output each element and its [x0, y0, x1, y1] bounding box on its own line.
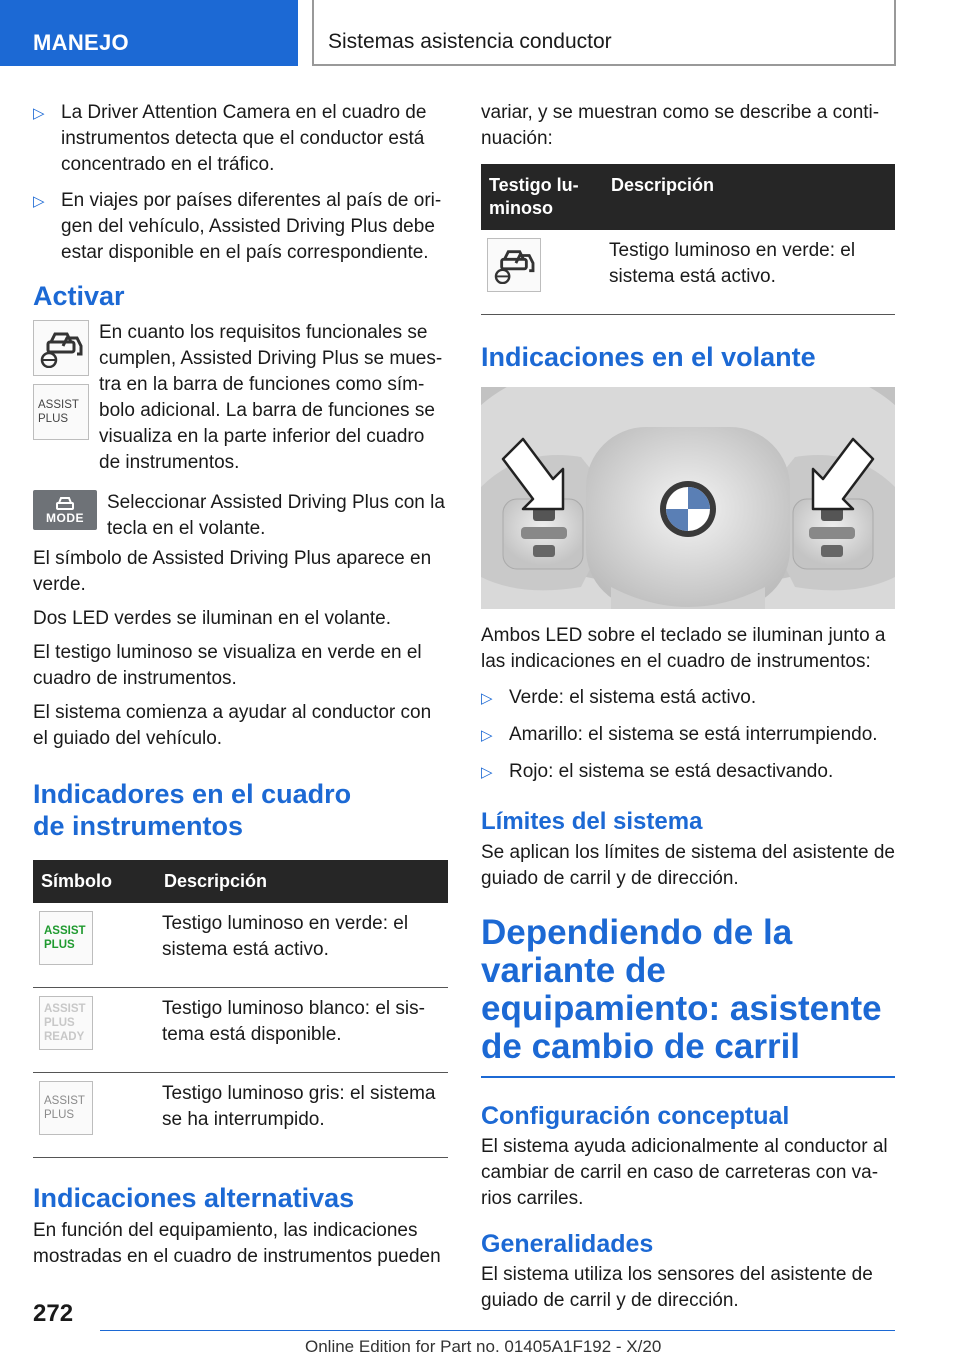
page-header [0, 0, 960, 66]
assist-plus-ready-icon: ASSIST PLUS READY [39, 996, 93, 1050]
section-title: MANEJO [33, 30, 129, 55]
triangle-bullet-icon: ▷ [33, 193, 45, 210]
table-header: Descripción [156, 860, 448, 903]
generalidades-heading: Generalidades [481, 1230, 654, 1258]
page-number: 272 [33, 1300, 74, 1327]
left-column [33, 100, 448, 1278]
config-heading: Configuración conceptual [481, 1102, 790, 1130]
table-row: Testigo luminoso en verde: el sistema está activo. [481, 230, 895, 315]
assist-plus-icon: ASSIST PLUS [33, 384, 89, 440]
paragraph: Dos LED verdes se iluminan en el volante. [33, 608, 392, 629]
heading-rule [481, 1076, 895, 1078]
limites-text: Se aplican los límites de sistema del asistente de guiado de carril y de dirección. [481, 842, 895, 889]
list-item: ▷ Verde: el sistema está activo. [481, 685, 895, 712]
chapter-title: Sistemas asistencia conductor [328, 30, 612, 53]
table-row: ASSIST PLUS READY Testigo luminoso blanco: el sistema está disponible. [33, 988, 448, 1073]
generalidades-text: El sistema utiliza los sensores del asistente de guiado de carril y de dirección. [481, 1264, 873, 1311]
symbol-table [33, 860, 448, 1158]
assist-plus-grey-icon: ASSIST PLUS [39, 1081, 93, 1135]
triangle-bullet-icon: ▷ [481, 727, 493, 744]
paragraph: El símbolo de Assisted Driving Plus aparece en verde. [33, 548, 432, 595]
alt-text: En función del equipamiento, las indicaciones mostradas en el cuadro de instrumentos pueden [33, 1220, 441, 1267]
chapter-heading: Dependiendo de la variante de equipamiento: asistente de cambio de carril [481, 913, 882, 1066]
list-item: ▷ La Driver Attention Camera en el cuadro de instrumentos detecta que el conductor está concentrado en el tráfico. [33, 100, 448, 178]
chapter-tab [312, 0, 896, 66]
paragraph: El testigo luminoso se visualiza en verde en el cuadro de instrumentos. [33, 642, 422, 689]
steering-wheel-image [481, 387, 895, 609]
indicadores-heading: Indicadores en el cuadro de instrumentos [33, 779, 352, 841]
activar-heading: Activar [33, 281, 125, 311]
list-item: ▷ En viajes por países diferentes al país de origen del vehículo, Assisted Driving Plus debe estar disponible en el país correspondiente. [33, 188, 448, 266]
mode-block [33, 490, 448, 542]
right-column [481, 100, 895, 1322]
table-header: Descripción [603, 164, 895, 230]
triangle-bullet-icon: ▷ [33, 105, 45, 122]
mode-button-icon: MODE [33, 490, 97, 530]
assist-plus-green-icon: ASSIST PLUS [39, 911, 93, 965]
alt-heading: Indicaciones alternativas [33, 1183, 355, 1213]
section-tab [0, 0, 298, 66]
activar-block [33, 320, 448, 476]
limites-heading: Límites del sistema [481, 808, 703, 835]
list-item: ▷ Rojo: el sistema se está desactivando. [481, 759, 895, 786]
table-row: ASSIST PLUS Testigo luminoso gris: el sistema se ha interrumpido. [33, 1073, 448, 1158]
table-header: Testigo luminoso [481, 164, 603, 230]
edition-text: Online Edition for Part no. 01405A1F192 - X/20 [305, 1337, 662, 1356]
volante-heading: Indicaciones en el volante [481, 342, 816, 372]
mode-text: Seleccionar Assisted Driving Plus con la tecla en el volante. [107, 492, 445, 539]
triangle-bullet-icon: ▷ [481, 690, 493, 707]
list-item: ▷ Amarillo: el sistema se está interrumpiendo. [481, 722, 895, 749]
triangle-bullet-icon: ▷ [481, 764, 493, 781]
led-text: Ambos LED sobre el teclado se iluminan junto a las indicaciones en el cuadro de instrumentos: [481, 625, 886, 672]
indicator-table [481, 164, 895, 315]
activar-text: En cuanto los requisitos funcionales se cumplen, Assisted Driving Plus se muestra en la barra de funciones como símbolo adicional. La barra de funciones se visualiza en la parte inferior del cuadro de instrumentos. [99, 322, 443, 473]
table-header: Símbolo [33, 860, 156, 903]
paragraph: El sistema comienza a ayudar al conductor con el guiado del vehículo. [33, 702, 432, 749]
table-row: ASSIST PLUS Testigo luminoso en verde: el sistema está activo. [33, 903, 448, 988]
footer-rule [100, 1330, 895, 1331]
continuation-text: variar, y se muestran como se describe a continuación: [481, 102, 880, 149]
assisted-driving-icon [33, 320, 89, 376]
config-text: El sistema ayuda adicionalmente al conductor al cambiar de carril en caso de carreteras con varios carriles. [481, 1136, 888, 1209]
assisted-driving-icon [487, 238, 541, 292]
